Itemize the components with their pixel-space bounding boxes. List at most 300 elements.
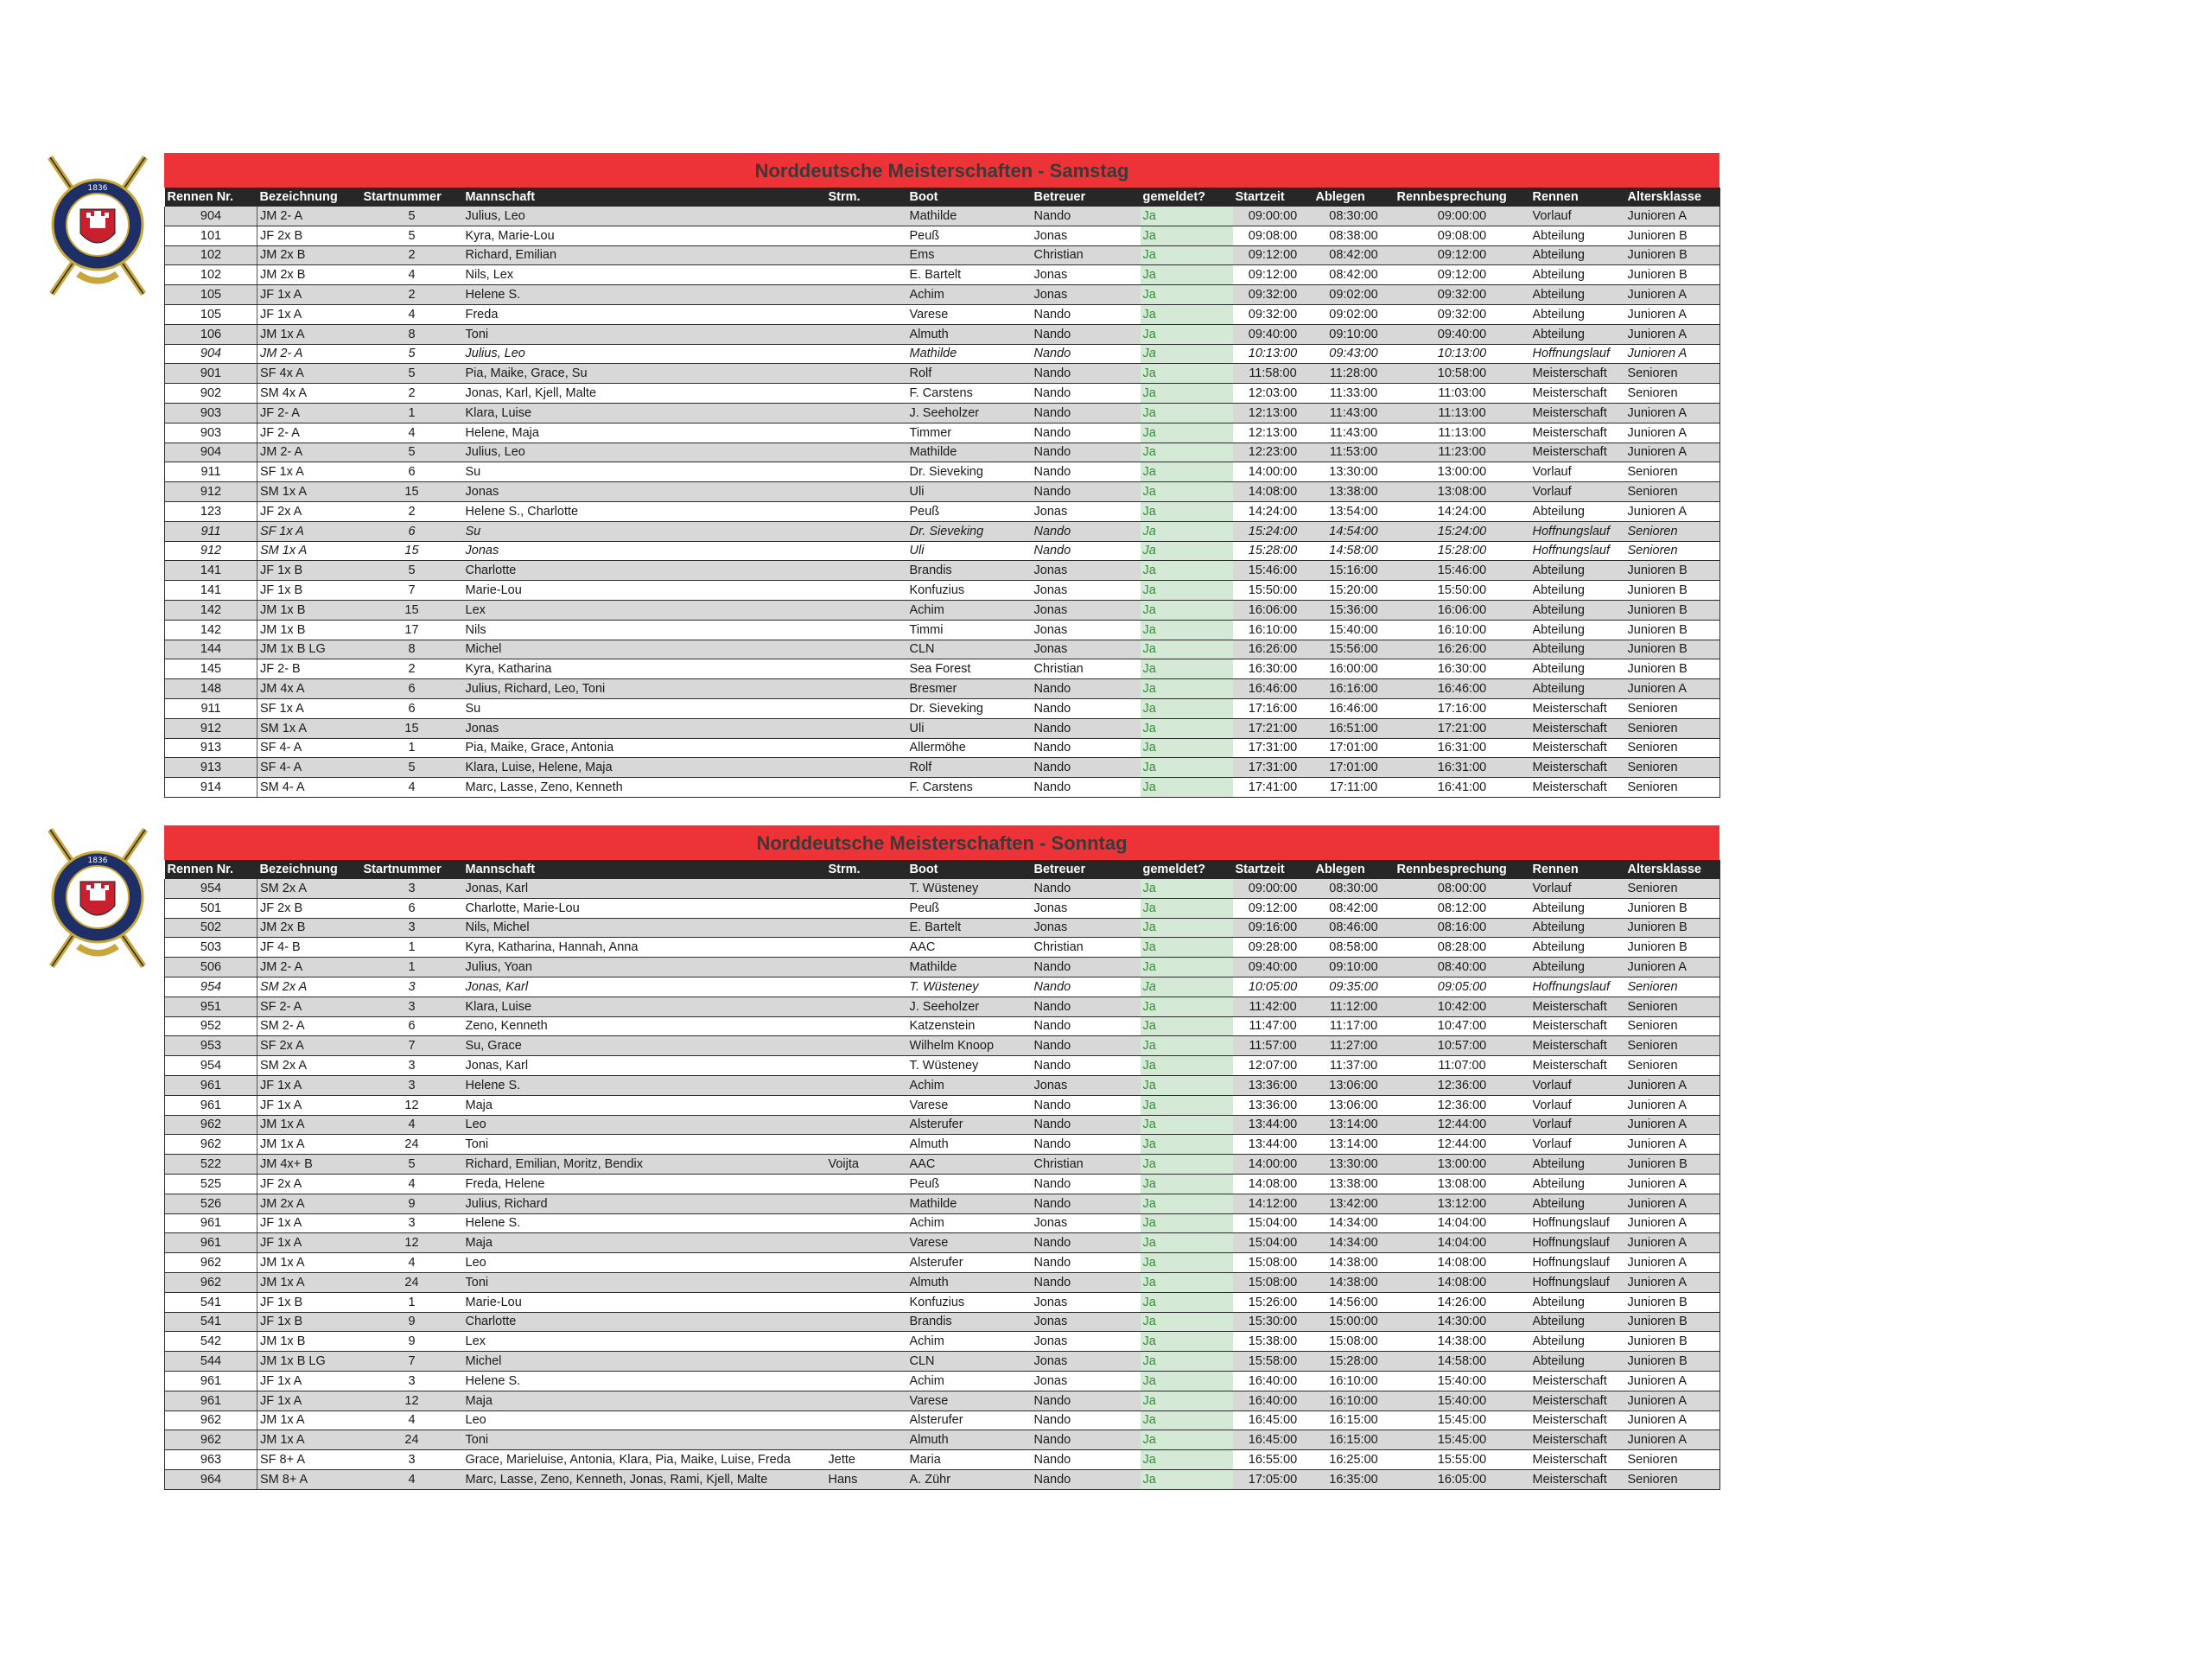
cell-mannschaft: Helene S. — [463, 285, 826, 305]
cell-altersklasse: Junioren B — [1625, 226, 1720, 245]
cell-altersklasse: Senioren — [1625, 482, 1720, 502]
cell-ablegen: 17:01:00 — [1313, 758, 1395, 778]
cell-strm — [826, 1272, 907, 1292]
cell-rennbesprechung: 11:03:00 — [1395, 384, 1530, 404]
cell-betreuer: Jonas — [1032, 1371, 1141, 1391]
cell-boot: Uli — [907, 482, 1032, 502]
cell-rennen-nr: 106 — [165, 324, 257, 344]
cell-ablegen: 11:43:00 — [1313, 423, 1395, 443]
cell-rennen: Abteilung — [1530, 1332, 1625, 1352]
cell-ablegen: 16:46:00 — [1313, 698, 1395, 718]
cell-startzeit: 16:40:00 — [1233, 1391, 1313, 1410]
cell-rennbesprechung: 11:13:00 — [1395, 423, 1530, 443]
cell-startzeit: 12:13:00 — [1233, 423, 1313, 443]
cell-boot: Achim — [907, 600, 1032, 620]
cell-rennen-nr: 911 — [165, 521, 257, 541]
cell-boot: Mathilde — [907, 207, 1032, 226]
cell-boot: CLN — [907, 640, 1032, 659]
cell-bezeichnung: JM 1x B — [257, 1332, 361, 1352]
cell-ablegen: 08:30:00 — [1313, 207, 1395, 226]
table-row — [165, 1410, 1720, 1430]
cell-rennen: Abteilung — [1530, 581, 1625, 601]
cell-gemeldet: Ja — [1141, 1036, 1233, 1056]
cell-strm — [826, 1194, 907, 1213]
cell-strm — [826, 718, 907, 738]
cell-startnummer: 7 — [361, 1036, 463, 1056]
cell-boot: Allermöhe — [907, 738, 1032, 758]
table-row — [165, 1115, 1720, 1135]
cell-bezeichnung: SF 4- A — [257, 738, 361, 758]
cell-startnummer: 4 — [361, 1469, 463, 1489]
cell-rennbesprechung: 16:46:00 — [1395, 679, 1530, 699]
cell-rennen: Abteilung — [1530, 1312, 1625, 1332]
cell-ablegen: 16:10:00 — [1313, 1391, 1395, 1410]
cell-rennen: Meisterschaft — [1530, 738, 1625, 758]
cell-gemeldet: Ja — [1141, 1371, 1233, 1391]
cell-betreuer: Nando — [1032, 1194, 1141, 1213]
cell-rennen-nr: 962 — [165, 1272, 257, 1292]
cell-gemeldet: Ja — [1141, 679, 1233, 699]
cell-betreuer: Nando — [1032, 364, 1141, 384]
cell-rennbesprechung: 13:00:00 — [1395, 1155, 1530, 1175]
cell-mannschaft: Grace, Marieluise, Antonia, Klara, Pia, Maike, Luise, Freda — [463, 1450, 826, 1470]
cell-strm — [826, 1253, 907, 1273]
cell-altersklasse: Junioren B — [1625, 918, 1720, 938]
cell-rennen: Abteilung — [1530, 898, 1625, 918]
cell-rennen: Vorlauf — [1530, 462, 1625, 482]
cell-rennen: Meisterschaft — [1530, 758, 1625, 778]
cell-altersklasse: Junioren A — [1625, 501, 1720, 521]
cell-strm — [826, 1312, 907, 1332]
cell-boot: Mathilde — [907, 1194, 1032, 1213]
cell-startnummer: 3 — [361, 879, 463, 898]
cell-strm — [826, 226, 907, 245]
cell-strm — [826, 1056, 907, 1076]
table-row — [165, 364, 1720, 384]
cell-strm — [826, 938, 907, 958]
cell-ablegen: 09:10:00 — [1313, 958, 1395, 977]
cell-strm — [826, 521, 907, 541]
cell-gemeldet: Ja — [1141, 977, 1233, 997]
cell-ablegen: 08:42:00 — [1313, 245, 1395, 265]
cell-rennen-nr: 141 — [165, 561, 257, 581]
cell-strm — [826, 304, 907, 324]
cell-bezeichnung: JM 1x A — [257, 1272, 361, 1292]
cell-ablegen: 09:35:00 — [1313, 977, 1395, 997]
cell-startzeit: 11:47:00 — [1233, 1016, 1313, 1036]
table-row — [165, 561, 1720, 581]
header-row — [165, 188, 1720, 207]
cell-altersklasse: Junioren A — [1625, 1135, 1720, 1155]
cell-bezeichnung: JM 1x B — [257, 600, 361, 620]
cell-ablegen: 08:58:00 — [1313, 938, 1395, 958]
cell-ablegen: 16:15:00 — [1313, 1410, 1395, 1430]
cell-rennen: Abteilung — [1530, 620, 1625, 640]
cell-startzeit: 17:05:00 — [1233, 1469, 1313, 1489]
cell-gemeldet: Ja — [1141, 1292, 1233, 1312]
cell-betreuer: Nando — [1032, 1430, 1141, 1450]
table-row — [165, 718, 1720, 738]
cell-rennbesprechung: 09:32:00 — [1395, 304, 1530, 324]
cell-betreuer: Nando — [1032, 304, 1141, 324]
cell-strm — [826, 443, 907, 462]
cell-gemeldet: Ja — [1141, 1410, 1233, 1430]
cell-boot: Bresmer — [907, 679, 1032, 699]
cell-rennen: Meisterschaft — [1530, 1469, 1625, 1489]
table-row — [165, 324, 1720, 344]
cell-mannschaft: Maja — [463, 1391, 826, 1410]
cell-ablegen: 16:51:00 — [1313, 718, 1395, 738]
column-header-betreuer: Betreuer — [1032, 860, 1141, 879]
cell-startnummer: 24 — [361, 1272, 463, 1292]
table-row — [165, 304, 1720, 324]
cell-gemeldet: Ja — [1141, 958, 1233, 977]
cell-rennbesprechung: 11:13:00 — [1395, 403, 1530, 423]
table-row — [165, 958, 1720, 977]
cell-boot: J. Seeholzer — [907, 403, 1032, 423]
cell-mannschaft: Richard, Emilian — [463, 245, 826, 265]
cell-rennbesprechung: 15:45:00 — [1395, 1410, 1530, 1430]
cell-bezeichnung: JM 2- A — [257, 207, 361, 226]
cell-startnummer: 8 — [361, 640, 463, 659]
cell-gemeldet: Ja — [1141, 226, 1233, 245]
cell-startnummer: 3 — [361, 1213, 463, 1233]
cell-bezeichnung: JM 2- A — [257, 958, 361, 977]
cell-gemeldet: Ja — [1141, 1155, 1233, 1175]
cell-bezeichnung: JM 1x A — [257, 324, 361, 344]
cell-altersklasse: Junioren B — [1625, 938, 1720, 958]
cell-rennbesprechung: 16:30:00 — [1395, 659, 1530, 679]
cell-strm — [826, 698, 907, 718]
cell-startnummer: 12 — [361, 1391, 463, 1410]
cell-startnummer: 15 — [361, 718, 463, 738]
cell-ablegen: 11:37:00 — [1313, 1056, 1395, 1076]
cell-startnummer: 4 — [361, 1253, 463, 1273]
cell-startnummer: 3 — [361, 1056, 463, 1076]
cell-strm — [826, 1332, 907, 1352]
cell-bezeichnung: JM 2x B — [257, 245, 361, 265]
cell-rennen-nr: 501 — [165, 898, 257, 918]
cell-altersklasse: Senioren — [1625, 977, 1720, 997]
table-row — [165, 997, 1720, 1016]
cell-startzeit: 10:05:00 — [1233, 977, 1313, 997]
table-row — [165, 423, 1720, 443]
cell-betreuer: Nando — [1032, 384, 1141, 404]
cell-strm — [826, 879, 907, 898]
cell-rennen: Hoffnungslauf — [1530, 1213, 1625, 1233]
cell-altersklasse: Junioren A — [1625, 1430, 1720, 1450]
cell-ablegen: 11:53:00 — [1313, 443, 1395, 462]
cell-rennen: Meisterschaft — [1530, 1410, 1625, 1430]
cell-startzeit: 13:36:00 — [1233, 1075, 1313, 1095]
table-row — [165, 659, 1720, 679]
cell-mannschaft: Michel — [463, 1352, 826, 1372]
cell-ablegen: 16:10:00 — [1313, 1371, 1395, 1391]
cell-boot: Alsterufer — [907, 1253, 1032, 1273]
cell-startzeit: 14:00:00 — [1233, 1155, 1313, 1175]
cell-rennen: Abteilung — [1530, 561, 1625, 581]
cell-rennen: Hoffnungslauf — [1530, 344, 1625, 364]
table-row — [165, 600, 1720, 620]
cell-rennen-nr: 964 — [165, 1469, 257, 1489]
table-row — [165, 1016, 1720, 1036]
cell-betreuer: Nando — [1032, 698, 1141, 718]
club-logo — [41, 821, 154, 977]
cell-gemeldet: Ja — [1141, 1352, 1233, 1372]
cell-altersklasse: Junioren B — [1625, 1352, 1720, 1372]
cell-altersklasse: Junioren B — [1625, 581, 1720, 601]
cell-rennen: Vorlauf — [1530, 879, 1625, 898]
sonntag-title: Norddeutsche Meisterschaften - Sonntag — [164, 825, 1719, 860]
cell-boot: F. Carstens — [907, 384, 1032, 404]
table-row — [165, 918, 1720, 938]
cell-startnummer: 6 — [361, 462, 463, 482]
cell-rennen: Vorlauf — [1530, 1115, 1625, 1135]
cell-mannschaft: Toni — [463, 1430, 826, 1450]
cell-ablegen: 14:38:00 — [1313, 1253, 1395, 1273]
cell-strm — [826, 1213, 907, 1233]
cell-rennen-nr: 913 — [165, 738, 257, 758]
table-row — [165, 977, 1720, 997]
cell-startnummer: 4 — [361, 265, 463, 285]
cell-startnummer: 6 — [361, 679, 463, 699]
cell-altersklasse: Senioren — [1625, 541, 1720, 561]
cell-betreuer: Christian — [1032, 1155, 1141, 1175]
cell-ablegen: 14:58:00 — [1313, 541, 1395, 561]
cell-strm — [826, 1371, 907, 1391]
cell-rennen: Abteilung — [1530, 1155, 1625, 1175]
cell-betreuer: Nando — [1032, 977, 1141, 997]
cell-strm: Voijta — [826, 1155, 907, 1175]
table-row — [165, 620, 1720, 640]
cell-bezeichnung: JF 1x A — [257, 1391, 361, 1410]
cell-rennen-nr: 101 — [165, 226, 257, 245]
cell-boot: T. Wüsteney — [907, 1056, 1032, 1076]
cell-startnummer: 4 — [361, 1410, 463, 1430]
table-row — [165, 1194, 1720, 1213]
cell-betreuer: Nando — [1032, 1016, 1141, 1036]
cell-gemeldet: Ja — [1141, 482, 1233, 502]
cell-rennbesprechung: 15:50:00 — [1395, 581, 1530, 601]
cell-gemeldet: Ja — [1141, 501, 1233, 521]
cell-boot: Sea Forest — [907, 659, 1032, 679]
cell-rennen: Abteilung — [1530, 285, 1625, 305]
cell-bezeichnung: JF 1x B — [257, 1292, 361, 1312]
cell-boot: Alsterufer — [907, 1115, 1032, 1135]
cell-betreuer: Nando — [1032, 1272, 1141, 1292]
cell-boot: CLN — [907, 1352, 1032, 1372]
cell-boot: E. Bartelt — [907, 918, 1032, 938]
table-row — [165, 1075, 1720, 1095]
column-header-betreuer: Betreuer — [1032, 188, 1141, 207]
cell-startzeit: 10:13:00 — [1233, 344, 1313, 364]
cell-ablegen: 11:12:00 — [1313, 997, 1395, 1016]
cell-ablegen: 14:56:00 — [1313, 1292, 1395, 1312]
cell-gemeldet: Ja — [1141, 659, 1233, 679]
cell-ablegen: 15:28:00 — [1313, 1352, 1395, 1372]
cell-strm — [826, 403, 907, 423]
cell-bezeichnung: JM 1x A — [257, 1135, 361, 1155]
cell-altersklasse: Junioren A — [1625, 304, 1720, 324]
table-row — [165, 581, 1720, 601]
cell-startzeit: 15:28:00 — [1233, 541, 1313, 561]
cell-rennen: Meisterschaft — [1530, 1391, 1625, 1410]
cell-startzeit: 15:46:00 — [1233, 561, 1313, 581]
cell-mannschaft: Julius, Yoan — [463, 958, 826, 977]
cell-boot: T. Wüsteney — [907, 879, 1032, 898]
cell-boot: Brandis — [907, 561, 1032, 581]
cell-rennen-nr: 903 — [165, 403, 257, 423]
cell-strm — [826, 1292, 907, 1312]
cell-startzeit: 09:32:00 — [1233, 304, 1313, 324]
cell-altersklasse: Junioren A — [1625, 1095, 1720, 1115]
cell-betreuer: Jonas — [1032, 1292, 1141, 1312]
cell-boot: Brandis — [907, 1312, 1032, 1332]
cell-startzeit: 09:40:00 — [1233, 958, 1313, 977]
cell-startzeit: 17:21:00 — [1233, 718, 1313, 738]
cell-mannschaft: Julius, Leo — [463, 443, 826, 462]
cell-boot: Almuth — [907, 1135, 1032, 1155]
cell-altersklasse: Junioren A — [1625, 1115, 1720, 1135]
cell-bezeichnung: JF 2- A — [257, 423, 361, 443]
cell-boot: AAC — [907, 1155, 1032, 1175]
cell-strm — [826, 778, 907, 798]
cell-mannschaft: Julius, Richard, Leo, Toni — [463, 679, 826, 699]
cell-mannschaft: Jonas — [463, 541, 826, 561]
samstag-title: Norddeutsche Meisterschaften - Samstag — [164, 153, 1719, 188]
cell-ablegen: 15:20:00 — [1313, 581, 1395, 601]
table-row — [165, 1056, 1720, 1076]
cell-rennen: Vorlauf — [1530, 1075, 1625, 1095]
cell-rennen: Abteilung — [1530, 226, 1625, 245]
cell-startzeit: 14:24:00 — [1233, 501, 1313, 521]
cell-ablegen: 09:02:00 — [1313, 285, 1395, 305]
cell-ablegen: 15:56:00 — [1313, 640, 1395, 659]
cell-betreuer: Jonas — [1032, 1332, 1141, 1352]
cell-altersklasse: Junioren A — [1625, 1391, 1720, 1410]
cell-betreuer: Christian — [1032, 659, 1141, 679]
cell-altersklasse: Junioren B — [1625, 265, 1720, 285]
cell-mannschaft: Leo — [463, 1410, 826, 1430]
cell-startzeit: 16:55:00 — [1233, 1450, 1313, 1470]
cell-strm — [826, 1115, 907, 1135]
cell-ablegen: 15:08:00 — [1313, 1332, 1395, 1352]
cell-startnummer: 15 — [361, 482, 463, 502]
cell-rennbesprechung: 09:05:00 — [1395, 977, 1530, 997]
cell-ablegen: 13:38:00 — [1313, 1174, 1395, 1194]
cell-rennen-nr: 901 — [165, 364, 257, 384]
cell-altersklasse: Junioren A — [1625, 324, 1720, 344]
cell-rennen-nr: 102 — [165, 245, 257, 265]
cell-startnummer: 2 — [361, 659, 463, 679]
cell-betreuer: Jonas — [1032, 285, 1141, 305]
cell-startzeit: 17:41:00 — [1233, 778, 1313, 798]
cell-bezeichnung: SM 2- A — [257, 1016, 361, 1036]
cell-rennbesprechung: 15:24:00 — [1395, 521, 1530, 541]
column-header-rennbesprechung: Rennbesprechung — [1395, 860, 1530, 879]
cell-bezeichnung: JF 1x A — [257, 285, 361, 305]
cell-betreuer: Jonas — [1032, 561, 1141, 581]
cell-betreuer: Jonas — [1032, 1075, 1141, 1095]
cell-strm — [826, 1036, 907, 1056]
table-row — [165, 1469, 1720, 1489]
cell-ablegen: 11:27:00 — [1313, 1036, 1395, 1056]
cell-gemeldet: Ja — [1141, 462, 1233, 482]
cell-strm — [826, 620, 907, 640]
cell-rennen: Meisterschaft — [1530, 1016, 1625, 1036]
cell-mannschaft: Klara, Luise, Helene, Maja — [463, 758, 826, 778]
column-header-rennen-nr: Rennen Nr. — [165, 188, 257, 207]
cell-rennen: Hoffnungslauf — [1530, 977, 1625, 997]
cell-startzeit: 15:08:00 — [1233, 1253, 1313, 1273]
cell-mannschaft: Freda, Helene — [463, 1174, 826, 1194]
cell-rennen: Meisterschaft — [1530, 443, 1625, 462]
cell-rennen: Hoffnungslauf — [1530, 521, 1625, 541]
cell-rennbesprechung: 15:40:00 — [1395, 1371, 1530, 1391]
cell-altersklasse: Junioren A — [1625, 1213, 1720, 1233]
cell-gemeldet: Ja — [1141, 1115, 1233, 1135]
cell-rennen-nr: 953 — [165, 1036, 257, 1056]
cell-bezeichnung: SF 4- A — [257, 758, 361, 778]
cell-strm — [826, 423, 907, 443]
cell-startzeit: 09:00:00 — [1233, 879, 1313, 898]
cell-gemeldet: Ja — [1141, 581, 1233, 601]
cell-strm — [826, 738, 907, 758]
table-row — [165, 1135, 1720, 1155]
cell-rennbesprechung: 15:55:00 — [1395, 1450, 1530, 1470]
cell-startnummer: 5 — [361, 1155, 463, 1175]
cell-gemeldet: Ja — [1141, 640, 1233, 659]
cell-altersklasse: Junioren B — [1625, 245, 1720, 265]
cell-boot: Achim — [907, 1371, 1032, 1391]
cell-startnummer: 3 — [361, 977, 463, 997]
cell-startzeit: 17:31:00 — [1233, 738, 1313, 758]
cell-gemeldet: Ja — [1141, 245, 1233, 265]
cell-boot: F. Carstens — [907, 778, 1032, 798]
cell-altersklasse: Senioren — [1625, 758, 1720, 778]
cell-mannschaft: Marc, Lasse, Zeno, Kenneth — [463, 778, 826, 798]
cell-startzeit: 09:12:00 — [1233, 265, 1313, 285]
cell-boot: Mathilde — [907, 958, 1032, 977]
cell-bezeichnung: JM 1x A — [257, 1410, 361, 1430]
cell-mannschaft: Nils — [463, 620, 826, 640]
cell-altersklasse: Junioren B — [1625, 659, 1720, 679]
column-header-rennen-nr: Rennen Nr. — [165, 860, 257, 879]
cell-gemeldet: Ja — [1141, 1391, 1233, 1410]
cell-gemeldet: Ja — [1141, 600, 1233, 620]
cell-ablegen: 13:30:00 — [1313, 462, 1395, 482]
cell-startnummer: 5 — [361, 443, 463, 462]
cell-ablegen: 16:15:00 — [1313, 1430, 1395, 1450]
cell-bezeichnung: SM 1x A — [257, 718, 361, 738]
cell-rennbesprechung: 16:10:00 — [1395, 620, 1530, 640]
cell-mannschaft: Marc, Lasse, Zeno, Kenneth, Jonas, Rami, Kjell, Malte — [463, 1469, 826, 1489]
cell-boot: Peuß — [907, 501, 1032, 521]
cell-betreuer: Nando — [1032, 1391, 1141, 1410]
cell-rennen-nr: 904 — [165, 207, 257, 226]
cell-mannschaft: Su, Grace — [463, 1036, 826, 1056]
cell-rennen: Abteilung — [1530, 958, 1625, 977]
cell-rennbesprechung: 16:41:00 — [1395, 778, 1530, 798]
cell-altersklasse: Junioren A — [1625, 1233, 1720, 1253]
cell-rennen: Abteilung — [1530, 1352, 1625, 1372]
cell-gemeldet: Ja — [1141, 1056, 1233, 1076]
column-header-boot: Boot — [907, 860, 1032, 879]
cell-bezeichnung: JM 1x B — [257, 620, 361, 640]
cell-rennbesprechung: 10:13:00 — [1395, 344, 1530, 364]
cell-gemeldet: Ja — [1141, 1430, 1233, 1450]
table-row — [165, 207, 1720, 226]
